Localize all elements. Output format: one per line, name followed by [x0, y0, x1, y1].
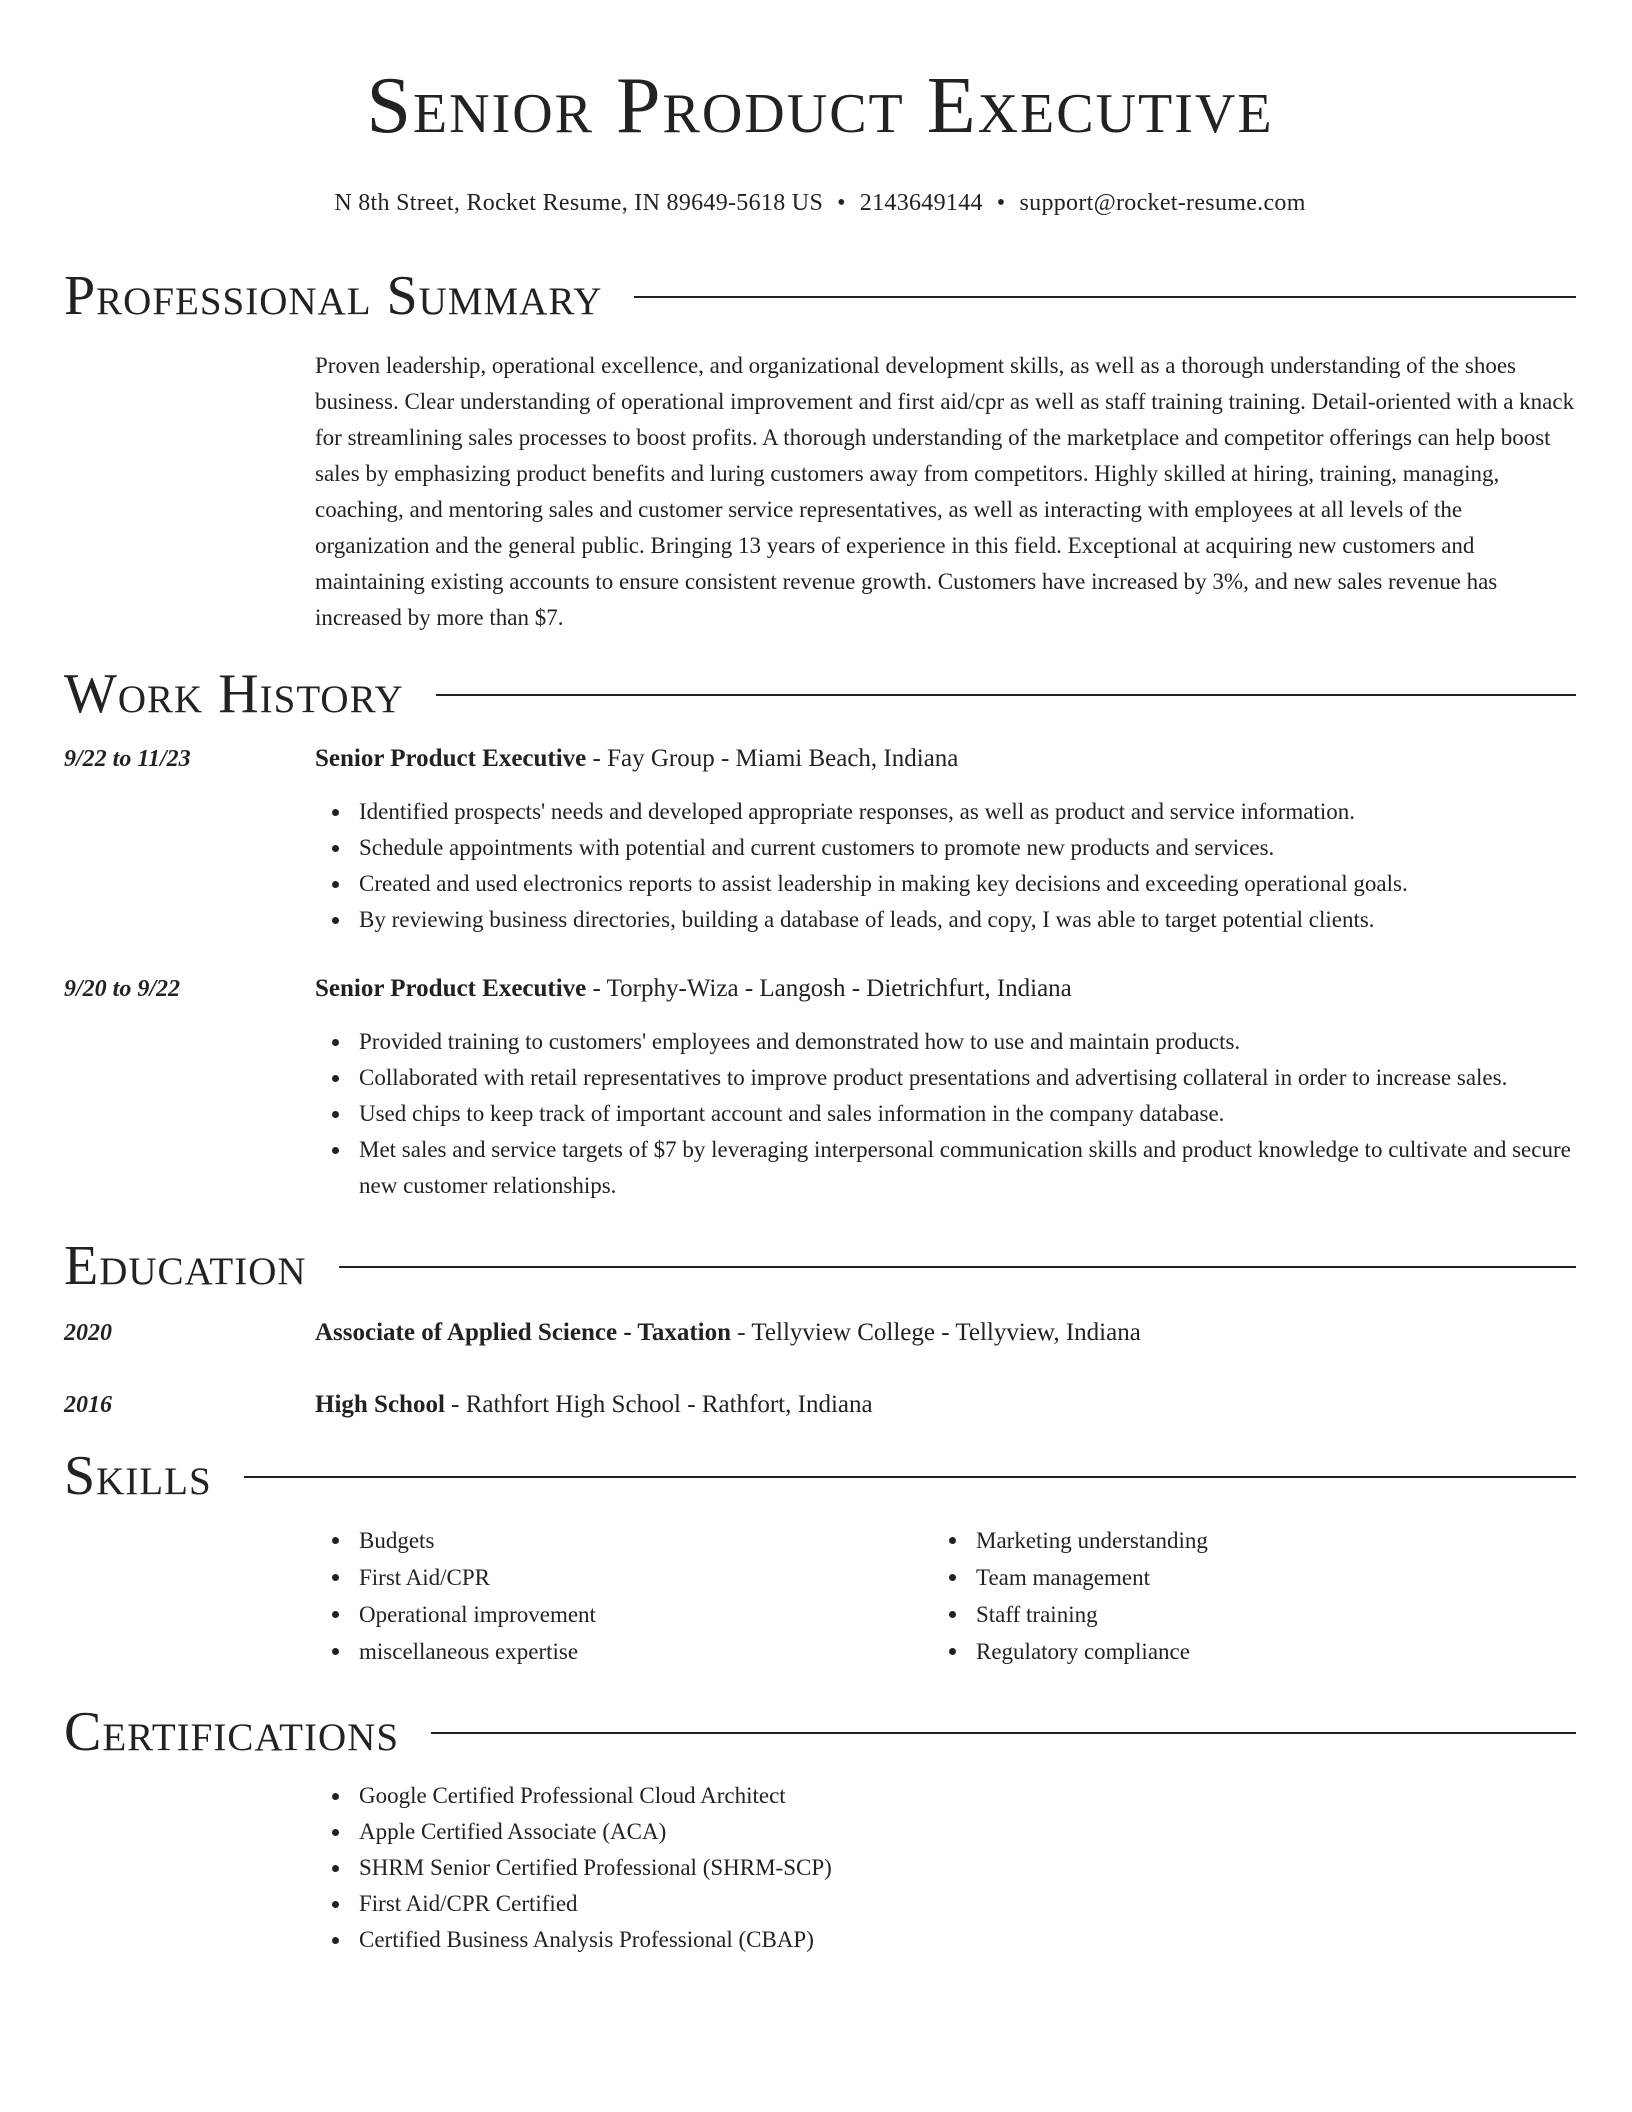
- list-item: By reviewing business directories, building a database of leads, and copy, I was able to target potential clients.: [315, 902, 1576, 938]
- list-item: Collaborated with retail representatives to improve product presentations and advertising collateral in order to increase sales.: [315, 1060, 1576, 1096]
- certification-item: SHRM Senior Certified Professional (SHRM-SCP): [315, 1850, 1576, 1886]
- skill-item: Team management: [932, 1559, 1549, 1596]
- skill-item: First Aid/CPR: [315, 1559, 932, 1596]
- education-line: [315, 1388, 873, 1422]
- section-title-skills: Skills: [64, 1445, 212, 1507]
- separator-bullet: •: [837, 190, 846, 216]
- section-title-work: Work History: [64, 663, 404, 725]
- section-divider: [436, 694, 1576, 696]
- address: N 8th Street, Rocket Resume, IN 89649-5618 US: [334, 190, 824, 216]
- section-title-certifications: Certifications: [64, 1701, 400, 1763]
- education-line: [315, 1316, 1141, 1350]
- work-section-header: [64, 662, 1576, 726]
- section-divider: [634, 296, 1576, 298]
- job-details: - Fay Group - Miami Beach, Indiana: [586, 745, 959, 772]
- section-title-education: Education: [64, 1235, 307, 1297]
- summary-section-header: [64, 264, 1576, 328]
- certification-item: Google Certified Professional Cloud Architect: [315, 1778, 1576, 1814]
- skills-section-header: [64, 1444, 1576, 1508]
- section-divider: [431, 1732, 1576, 1734]
- list-item: Identified prospects' needs and developed appropriate responses, as well as product and service information.: [315, 794, 1576, 830]
- skill-item: Marketing understanding: [932, 1522, 1549, 1559]
- candidate-name: Senior Product Executive: [366, 62, 1274, 150]
- skill-item: Operational improvement: [315, 1596, 932, 1633]
- job-entry: [64, 742, 1576, 938]
- list-item: Provided training to customers' employees and demonstrated how to use and maintain products.: [315, 1024, 1576, 1060]
- list-item: Met sales and service targets of $7 by leveraging interpersonal communication skills and product knowledge to cultivate and secure new customer relationships.: [315, 1132, 1576, 1204]
- list-item: Used chips to keep track of important account and sales information in the company database.: [315, 1096, 1576, 1132]
- job-title-line: [315, 972, 1072, 1006]
- job-details: - Torphy-Wiza - Langosh - Dietrichfurt, Indiana: [586, 975, 1072, 1002]
- certification-item: Certified Business Analysis Professional (CBAP): [315, 1922, 1576, 1958]
- certifications-section-header: [64, 1700, 1576, 1764]
- certification-item: Apple Certified Associate (ACA): [315, 1814, 1576, 1850]
- certifications-list: [315, 1778, 1576, 1958]
- section-title-summary: Professional Summary: [64, 265, 603, 327]
- education-entry: [64, 1316, 1576, 1350]
- education-details: - Rathfort High School - Rathfort, Indiana: [444, 1391, 873, 1418]
- skill-item: Budgets: [315, 1522, 932, 1559]
- contact-line: [64, 188, 1576, 218]
- list-item: Schedule appointments with potential and current customers to promote new products and services.: [315, 830, 1576, 866]
- job-entry: [64, 972, 1576, 1204]
- job-dates: 9/20 to 9/22: [64, 976, 181, 1002]
- job-bullets: [315, 1024, 1576, 1204]
- education-year: 2016: [64, 1392, 112, 1418]
- job-dates: 9/22 to 11/23: [64, 746, 191, 772]
- resume-page: [64, 0, 1576, 1958]
- education-degree: Associate of Applied Science - Taxation: [315, 1319, 731, 1346]
- skill-item: miscellaneous expertise: [315, 1633, 932, 1670]
- job-header: [64, 742, 1576, 776]
- certification-item: First Aid/CPR Certified: [315, 1886, 1576, 1922]
- separator-bullet: •: [996, 190, 1006, 216]
- job-title-line: [315, 742, 958, 776]
- skills-column-right: [932, 1522, 1549, 1670]
- phone: 2143649144: [859, 190, 983, 216]
- summary-paragraph: Proven leadership, operational excellence, and organizational development skills, as well as a thorough understanding of the shoes business. Clear understanding of operational improvement and first aid/cpr as well as staff training training. Detail-oriented with a knack for streamlining sales processes to boost profits. A thorough understanding of the marketplace and competitor offerings can help boost sales by emphasizing product benefits and luring customers away from competitors. Highly skilled at hiring, training, managing, coaching, and mentoring sales and customer service representatives, as well as interacting with employees at all levels of the organization and the general public. Bringing 13 years of experience in this field. Exceptional at acquiring new customers and maintaining existing accounts to ensure consistent revenue growth. Customers have increased by 3%, and new sales revenue has increased by more than $7.: [315, 353, 1575, 630]
- education-degree: High School: [315, 1391, 445, 1418]
- education-details: - Tellyview College - Tellyview, Indiana: [731, 1319, 1141, 1346]
- job-header: [64, 972, 1576, 1006]
- email-link[interactable]: support@rocket-resume.com: [1019, 190, 1306, 216]
- skill-item: Staff training: [932, 1596, 1549, 1633]
- section-divider: [339, 1266, 1576, 1268]
- job-position: Senior Product Executive: [315, 745, 587, 772]
- job-bullets: [315, 794, 1576, 938]
- skills-grid: [315, 1522, 1576, 1670]
- education-entry: [64, 1388, 1576, 1422]
- list-item: Created and used electronics reports to assist leadership in making key decisions and exceeding operational goals.: [315, 866, 1576, 902]
- skills-column-left: [315, 1522, 932, 1670]
- skill-item: Regulatory compliance: [932, 1633, 1549, 1670]
- education-year: 2020: [64, 1320, 112, 1346]
- section-divider: [244, 1476, 1576, 1478]
- education-section-header: [64, 1234, 1576, 1298]
- job-position: Senior Product Executive: [315, 975, 587, 1002]
